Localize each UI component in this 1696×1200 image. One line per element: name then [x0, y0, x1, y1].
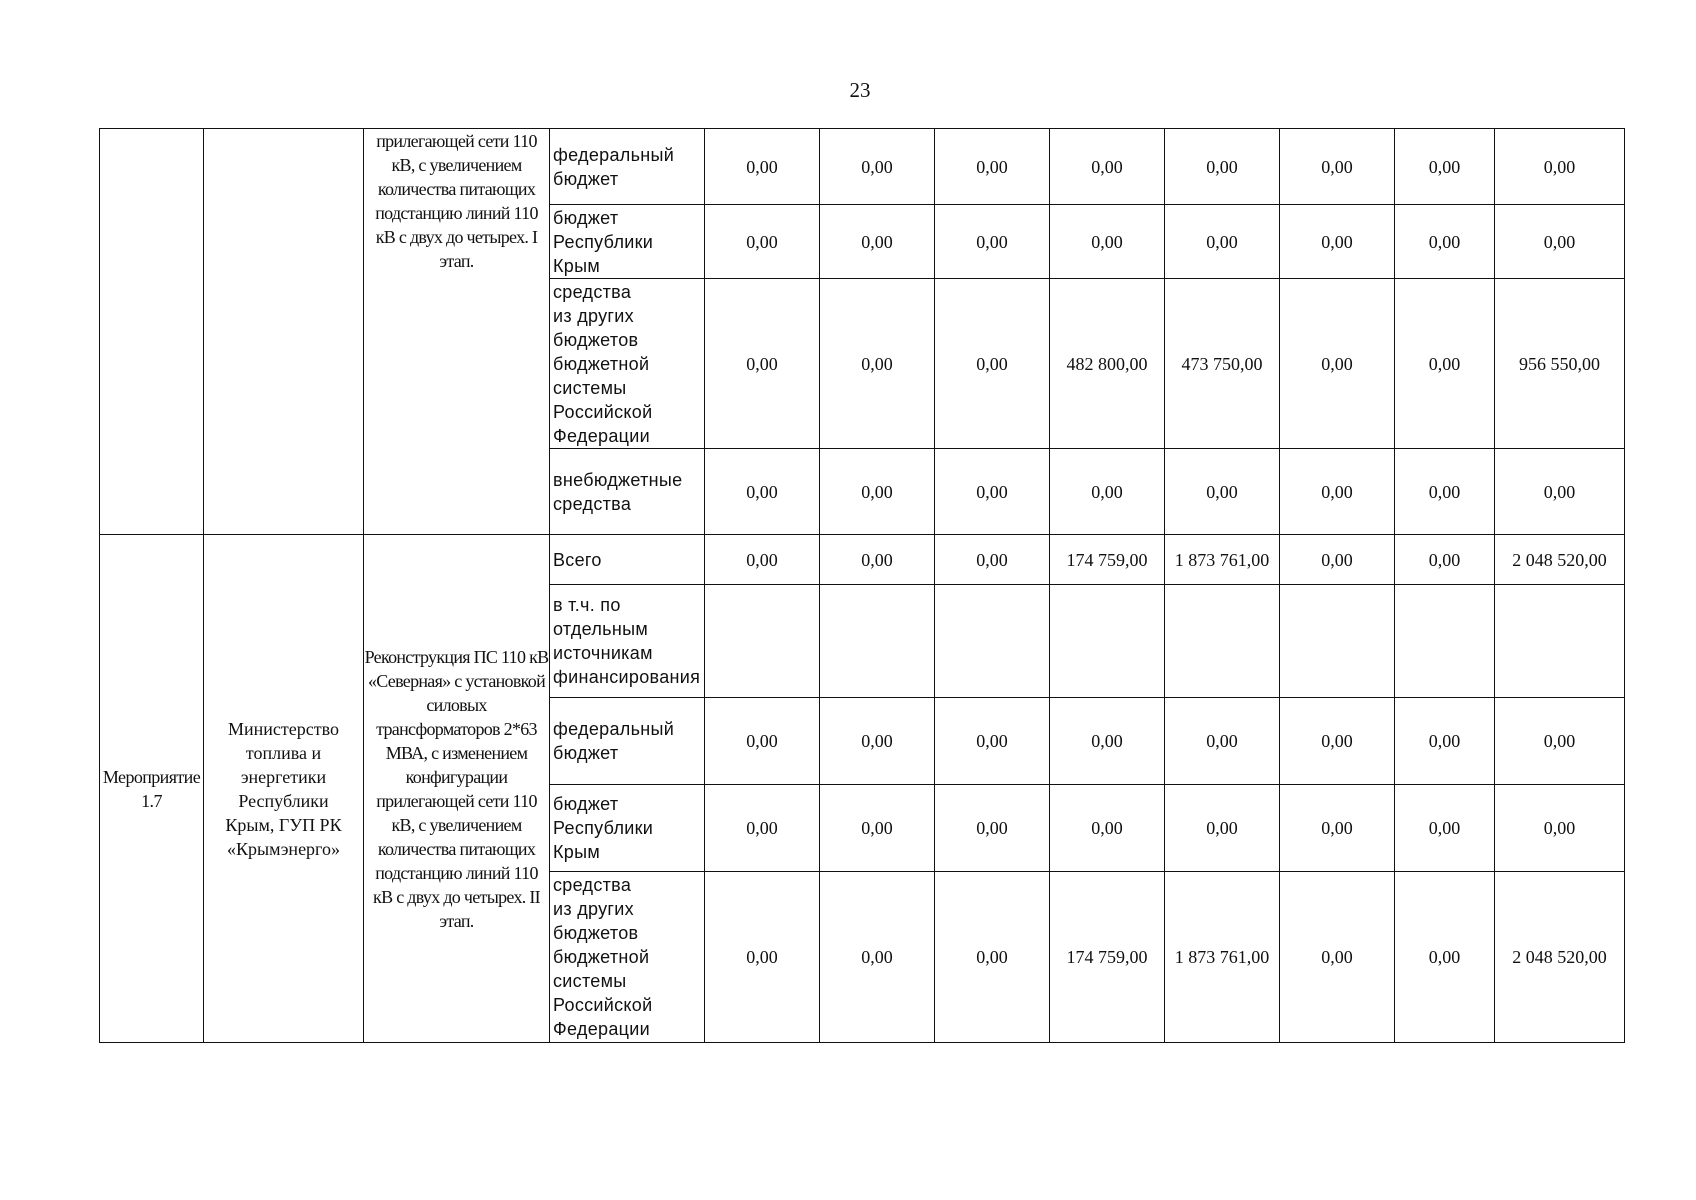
funding-source-cell: в т.ч. по отдельным источникам финансирования [550, 585, 705, 698]
value-cell: 0,00 [1495, 785, 1625, 872]
description-cell: прилегающей сети 110 кВ, с увеличением количества питающих подстанцию линий 110 кВ с двух до четырех. I этап. [364, 129, 550, 535]
value-cell: 2 048 520,00 [1495, 535, 1625, 585]
value-cell: 0,00 [935, 698, 1050, 785]
value-cell: 0,00 [1395, 785, 1495, 872]
value-cell: 2 048 520,00 [1495, 872, 1625, 1043]
value-cell: 0,00 [820, 449, 935, 535]
value-cell: 0,00 [935, 129, 1050, 205]
value-cell: 0,00 [1280, 535, 1395, 585]
page-number: 23 [849, 78, 871, 102]
value-cell: 0,00 [1395, 129, 1495, 205]
value-cell: 0,00 [1280, 785, 1395, 872]
value-cell: 0,00 [1165, 698, 1280, 785]
value-cell: 0,00 [935, 279, 1050, 449]
value-cell: 0,00 [705, 785, 820, 872]
funding-source-cell: бюджет Республики Крым [550, 205, 705, 279]
value-cell: 0,00 [820, 872, 935, 1043]
value-cell: 0,00 [1395, 279, 1495, 449]
value-cell: 0,00 [1495, 205, 1625, 279]
value-cell [1395, 585, 1495, 698]
executor-cell [204, 129, 364, 535]
value-cell: 0,00 [1050, 449, 1165, 535]
value-cell: 0,00 [1395, 698, 1495, 785]
executor-cell: Министерство топлива и энергетики Республики Крым, ГУП РК «Крымэнерго» [204, 535, 364, 1043]
event-cell: Мероприятие 1.7 [100, 535, 204, 1043]
value-cell: 0,00 [820, 535, 935, 585]
value-cell: 0,00 [820, 129, 935, 205]
value-cell [1280, 585, 1395, 698]
value-cell: 0,00 [820, 279, 935, 449]
value-cell: 0,00 [705, 449, 820, 535]
value-cell: 1 873 761,00 [1165, 872, 1280, 1043]
value-cell: 0,00 [1395, 205, 1495, 279]
value-cell: 482 800,00 [1050, 279, 1165, 449]
value-cell: 0,00 [935, 449, 1050, 535]
value-cell: 0,00 [1495, 449, 1625, 535]
value-cell: 0,00 [1495, 698, 1625, 785]
value-cell [1165, 585, 1280, 698]
value-cell: 0,00 [1050, 698, 1165, 785]
value-cell: 0,00 [935, 535, 1050, 585]
table-row [100, 129, 1625, 205]
value-cell: 0,00 [1280, 698, 1395, 785]
value-cell: 0,00 [1395, 535, 1495, 585]
table-row [100, 535, 1625, 585]
funding-source-cell: бюджет Республики Крым [550, 785, 705, 872]
value-cell: 0,00 [820, 785, 935, 872]
value-cell: 0,00 [935, 872, 1050, 1043]
funding-source-cell: федеральный бюджет [550, 698, 705, 785]
value-cell: 473 750,00 [1165, 279, 1280, 449]
value-cell: 0,00 [705, 535, 820, 585]
value-cell: 0,00 [1165, 129, 1280, 205]
value-cell: 0,00 [1165, 205, 1280, 279]
value-cell: 0,00 [1280, 129, 1395, 205]
value-cell: 0,00 [705, 279, 820, 449]
description-cell: Реконструкция ПС 110 кВ «Северная» с установкой силовых трансформаторов 2*63 МВА, с изменением конфигурации прилегающей сети 110 кВ, с увеличением количества питающих подстанцию линий 110 кВ с двух до четырех. II этап. [364, 535, 550, 1043]
table-body [100, 129, 1625, 1043]
value-cell: 0,00 [1280, 279, 1395, 449]
value-cell: 0,00 [1050, 785, 1165, 872]
value-cell: 0,00 [1165, 449, 1280, 535]
value-cell: 956 550,00 [1495, 279, 1625, 449]
value-cell: 0,00 [705, 872, 820, 1043]
value-cell: 0,00 [935, 785, 1050, 872]
value-cell: 0,00 [705, 205, 820, 279]
value-cell: 0,00 [1280, 449, 1395, 535]
value-cell: 0,00 [935, 205, 1050, 279]
funding-source-cell: Всего [550, 535, 705, 585]
value-cell [705, 585, 820, 698]
value-cell: 0,00 [820, 698, 935, 785]
value-cell: 0,00 [1495, 129, 1625, 205]
value-cell [1495, 585, 1625, 698]
value-cell: 0,00 [1050, 205, 1165, 279]
value-cell: 1 873 761,00 [1165, 535, 1280, 585]
event-cell [100, 129, 204, 535]
value-cell: 0,00 [1050, 129, 1165, 205]
value-cell: 0,00 [1280, 205, 1395, 279]
value-cell: 0,00 [1395, 449, 1495, 535]
value-cell [820, 585, 935, 698]
value-cell [935, 585, 1050, 698]
value-cell: 0,00 [1280, 872, 1395, 1043]
value-cell [1050, 585, 1165, 698]
funding-source-cell: внебюджетные средства [550, 449, 705, 535]
value-cell: 0,00 [820, 205, 935, 279]
funding-source-cell: федеральный бюджет [550, 129, 705, 205]
value-cell: 0,00 [1395, 872, 1495, 1043]
value-cell: 0,00 [705, 129, 820, 205]
budget-table [99, 128, 1625, 1043]
value-cell: 174 759,00 [1050, 535, 1165, 585]
value-cell: 174 759,00 [1050, 872, 1165, 1043]
funding-source-cell: средства из других бюджетов бюджетной системы Российской Федерации [550, 872, 705, 1043]
value-cell: 0,00 [705, 698, 820, 785]
funding-source-cell: средства из других бюджетов бюджетной системы Российской Федерации [550, 279, 705, 449]
value-cell: 0,00 [1165, 785, 1280, 872]
